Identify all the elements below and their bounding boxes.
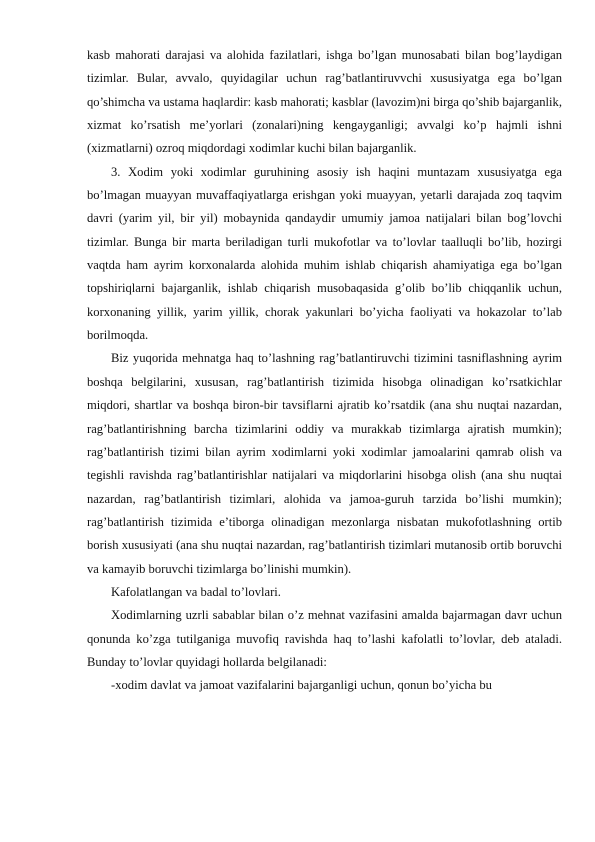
paragraph-list-item: -xodim davlat va jamoat vazifalarini bajarganligi uchun, qonun bo’yicha bu <box>111 678 492 693</box>
paragraph-classification: Biz yuqorida mehnatga haq to’lashning rag’batlantiruvchi tizimini tasniflashning ayrim boshqa belgilarini, xususan, rag’batlantirish tizimida hisobga olinadigan ko’rsatkichlar miqdori, shartlar va boshqa biron-bir tavsiflarni ajratib ko’rsatdik (ana shu nuqtai nazardan, rag’batlantirishning barcha tizimlarini oddiy va murakkab tizimlarga ajratish mumkin); rag’batlantirish tizimi bilan ayrim xodimlarni yoki xodimlar jamoalarini qamrab olish va tegishli ravishda rag’batlantirishlar natijalari va miqdorlarini hisobga olish (ana shu nuqtai nazardan, rag’batlantirish tizimlari, alohida va jamoa-guruh tarzida bo’lishi mumkin); rag’batlantirish tizimida e’tiborga olinadigan mezonlarga nisbatan mukofotlashning ortib borish xususiyati (ana shu nuqtai nazardan, rag’batlantirish tizimlari mutanosib ortib boruvchi va kamayib boruvchi tizimlarga bo’linishi mumkin). <box>87 351 562 576</box>
body-text <box>87 44 562 698</box>
section-heading: Kafolatlangan va badal to’lovlari. <box>111 584 281 599</box>
paragraph-continuation: kasb mahorati darajasi va alohida fazilatlari, ishga bo’lgan munosabati bilan bog’laydigan tizimlar. Bular, avvalo, quyidagilar uchun rag’batlantiruvvchi xususiyatga ega bo’lgan qo’shimcha va ustama haqlardir: kasb mahorati; kasblar (lavozim)ni birga qo’shib bajarganlik, xizmat ko’rsatish me’yorlari (zonalari)ning kengayganligi; avvalgi ko’p hajmli ishni (xizmatlarni) ozroq miqdordagi xodimlar kuchi bilan bajarganlik. <box>87 48 562 156</box>
paragraph-item-3: 3. Xodim yoki xodimlar guruhining asosiy ish haqini muntazam xususiyatga ega bo’lmagan muayyan muvaffaqiyatlarga erishgan yoki muayyan, yetarli darajada zoq taqvim davri (yarim yil, bir yil) mobaynida qandaydir umumiy jamoa natijalari bilan bog’lovchi tizimlar. Bunga bir marta beriladigan turli mukofotlar va to’lovlar taalluqli bo’lib, hozirgi vaqtda ham ayrim korxonalarda alohida muhim ishlab chiqarish ahamiyatiga ega bo’lgan topshiriqlarni bajarganlik, ishlab chiqarish musobaqasida g’olib bo’lib chiqqanlik uchun, korxonaning yillik, yarim yillik, chorak yakunlari bo’yicha faoliyati va hokazolar to’lab borilmoqda. <box>87 164 562 343</box>
paragraph-guaranteed-payments: Xodimlarning uzrli sabablar bilan o’z mehnat vazifasini amalda bajarmagan davr uchun qonunda ko’zga tutilganiga muvofiq ravishda haq to’lashi kafolatli to’lovlar, deb ataladi. Bunday to’lovlar quyidagi hollarda belgilanadi: <box>87 608 562 669</box>
